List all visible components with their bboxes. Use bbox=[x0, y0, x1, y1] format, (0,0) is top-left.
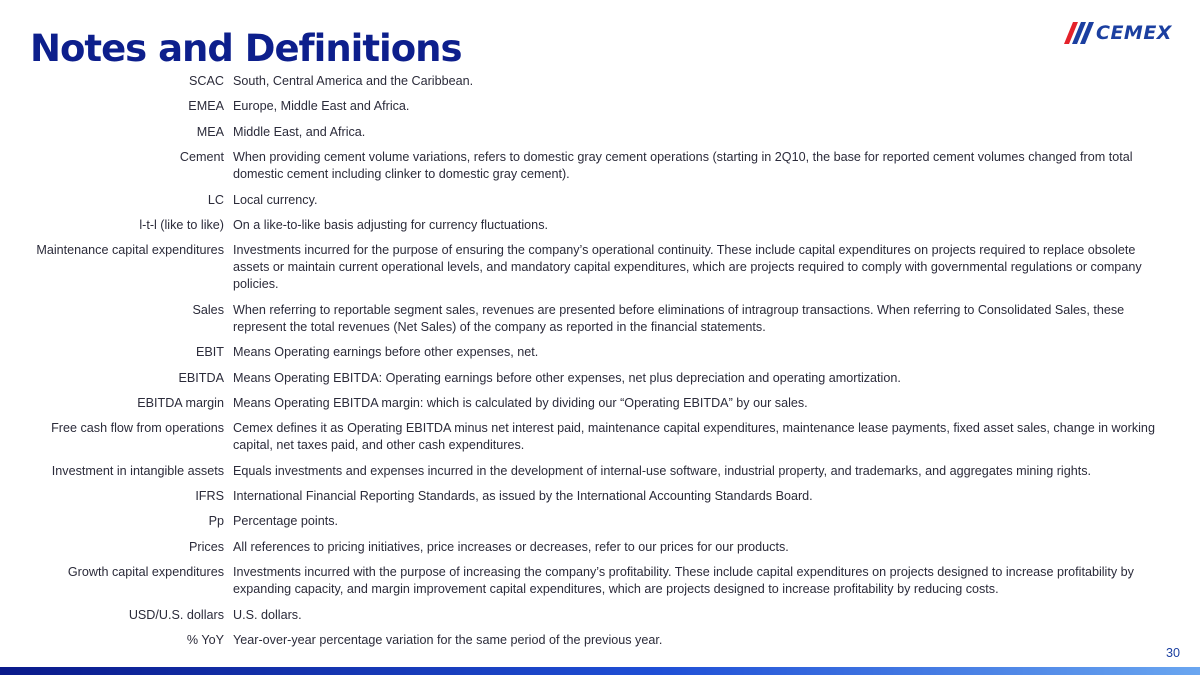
definition-row bbox=[0, 149, 1180, 183]
definition-row bbox=[0, 539, 1180, 556]
definition-term: LC bbox=[207, 192, 224, 207]
bottom-accent-bar bbox=[0, 667, 1200, 675]
definition-text: Means Operating earnings before other expenses, net. bbox=[233, 345, 539, 360]
definition-text: Local currency. bbox=[233, 192, 318, 207]
definition-row bbox=[0, 242, 1180, 293]
definition-term: Growth capital expenditures bbox=[67, 565, 224, 580]
page-number: 30 bbox=[1165, 646, 1180, 660]
definition-term: EBITDA bbox=[178, 370, 224, 385]
definition-row bbox=[0, 607, 1180, 624]
definition-term: MEA bbox=[196, 124, 224, 139]
definition-row bbox=[0, 395, 1180, 412]
definition-term: EBIT bbox=[196, 345, 224, 360]
definition-term: Cement bbox=[179, 150, 224, 165]
definition-text: All references to pricing initiatives, price increases or decreases, refer to our prices for our products. bbox=[233, 539, 789, 554]
definition-term: Maintenance capital expenditures bbox=[36, 243, 224, 258]
definition-row bbox=[0, 564, 1180, 598]
definition-term: SCAC bbox=[189, 74, 224, 88]
definition-term: Investment in intangible assets bbox=[51, 463, 224, 478]
definition-row bbox=[0, 302, 1180, 336]
logo-text: CEMEX bbox=[1096, 22, 1172, 44]
definition-row bbox=[0, 73, 1180, 90]
definition-row bbox=[0, 370, 1180, 387]
definition-term: EMEA bbox=[188, 99, 224, 114]
definition-row bbox=[0, 124, 1180, 141]
definition-row bbox=[0, 488, 1180, 505]
cemex-logo-icon bbox=[1064, 22, 1094, 44]
page-title: Notes and Definitions bbox=[30, 27, 462, 70]
definition-text: When providing cement volume variations, refers to domestic gray cement operations (starting in 2Q10, the base for reported cement volumes changed from total domestic cement including clinker to domestic gray cement). bbox=[233, 150, 1133, 182]
definition-term: % YoY bbox=[186, 633, 224, 648]
definitions-list bbox=[0, 73, 1180, 657]
definition-term: Free cash flow from operations bbox=[51, 421, 224, 436]
definition-text: South, Central America and the Caribbean. bbox=[233, 74, 474, 88]
definition-text: Investments incurred with the purpose of increasing the company’s profitability. These include capital expenditures on projects designed to increase profitability by expanding capacity, and margin improvement capital expenditures, which are projects designed to increase profitability by reducing costs. bbox=[233, 565, 1134, 597]
definition-row bbox=[0, 98, 1180, 115]
definition-term: IFRS bbox=[195, 489, 224, 504]
definition-text: Europe, Middle East and Africa. bbox=[233, 99, 410, 114]
definition-row bbox=[0, 632, 1180, 649]
definition-term: USD/U.S. dollars bbox=[128, 607, 224, 622]
definition-term: Sales bbox=[192, 302, 224, 317]
definition-row bbox=[0, 192, 1180, 209]
definition-term: Prices bbox=[189, 539, 224, 554]
definition-text: Equals investments and expenses incurred in the development of internal-use software, industrial property, and trademarks, and aggregates mining rights. bbox=[233, 463, 1092, 478]
definition-text: Cemex defines it as Operating EBITDA minus net interest paid, maintenance capital expenditures, maintenance lease payments, fixed asset sales, change in working capital, net taxes paid, and other cash expenditures. bbox=[233, 421, 1155, 453]
definition-term: EBITDA margin bbox=[137, 395, 224, 410]
definition-text: Means Operating EBITDA margin: which is calculated by dividing our “Operating EBITDA” by our sales. bbox=[233, 395, 808, 410]
definition-text: When referring to reportable segment sales, revenues are presented before eliminations of intragroup transactions. When referring to Consolidated Sales, these represent the total revenues (Net Sales) of the company as reported in the financial statements. bbox=[233, 302, 1125, 334]
definition-term: l-t-l (like to like) bbox=[139, 217, 224, 232]
definition-text: On a like-to-like basis adjusting for currency fluctuations. bbox=[233, 217, 548, 232]
definition-row bbox=[0, 420, 1180, 454]
definition-text: Year-over-year percentage variation for the same period of the previous year. bbox=[233, 633, 663, 648]
definition-term: Pp bbox=[208, 514, 224, 529]
definition-row bbox=[0, 217, 1180, 234]
definition-text: Middle East, and Africa. bbox=[233, 124, 366, 139]
definition-text: International Financial Reporting Standards, as issued by the International Accounting Standards Board. bbox=[233, 489, 813, 504]
definition-row bbox=[0, 344, 1180, 361]
definition-row bbox=[0, 463, 1180, 480]
definition-text: Means Operating EBITDA: Operating earnings before other expenses, net plus depreciation and operating amortization. bbox=[233, 370, 901, 385]
definition-text: U.S. dollars. bbox=[233, 607, 302, 622]
cemex-logo bbox=[1064, 20, 1172, 46]
definition-text: Investments incurred for the purpose of ensuring the company’s operational continuity. These include capital expenditures on projects required to replace obsolete assets or maintain current operational levels, and mandatory capital expenditures, which are projects required to comply with governmental regulations or company policies. bbox=[233, 243, 1142, 292]
definition-text: Percentage points. bbox=[233, 514, 339, 529]
definition-row bbox=[0, 513, 1180, 530]
